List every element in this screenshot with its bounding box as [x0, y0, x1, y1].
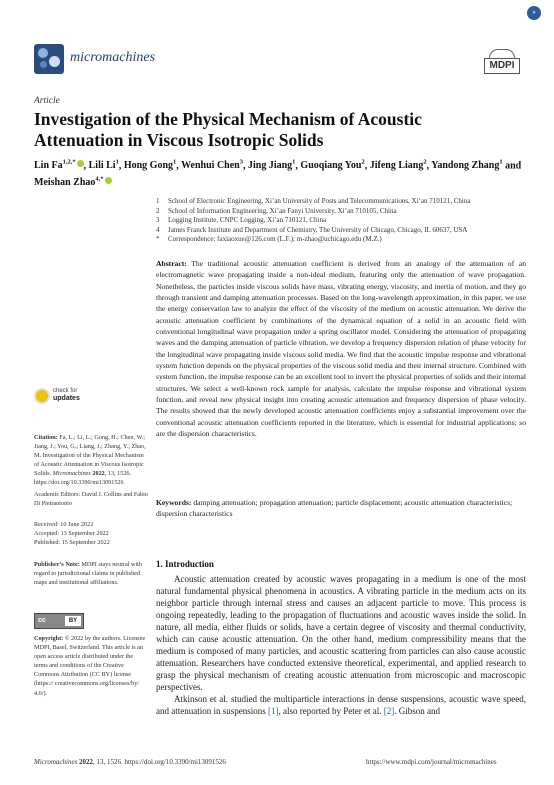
dates-block [34, 520, 148, 547]
affiliation-text: School of Information Engineering, Xi’an Fanyi University, Xi’an 710105, China [168, 206, 397, 215]
reference-link-2[interactable]: [2] [383, 706, 395, 716]
check-title: check for [53, 388, 78, 394]
author-name-text: Lin Fa [34, 160, 63, 172]
citation-journal: Micromachines [52, 470, 91, 478]
footer-year: 2022 [79, 758, 94, 766]
check-for-updates-button[interactable] [34, 386, 82, 408]
publisher-note-text: MDPI stays neutral with regard to jurisdictional claims in published maps and institutional affiliations. [34, 561, 142, 587]
citation-doi-link[interactable]: https://doi.org/10.3390/mi13091526 [34, 479, 124, 487]
intro-text: . Gibson and [394, 706, 440, 716]
keywords-label: Keywords: [156, 498, 192, 507]
footer-journal: Micromachines [34, 758, 78, 766]
keywords [156, 497, 526, 520]
affiliation-text: Logging Institute, CNPC Logging, Xi’an 710121, China [168, 216, 327, 225]
author-affiliation-marker: 3 [239, 159, 243, 166]
affiliation-row [156, 197, 536, 207]
citation-vol: , 13, 1526. [104, 470, 132, 478]
keywords-text: damping attenuation; propagation attenuation; particle displacement; acoustic attenuation characteristics; dispersion characteristics [156, 498, 513, 519]
author-name-text: Jing Jiang [247, 160, 293, 172]
update-badge[interactable]: » [527, 6, 541, 20]
copyright-text: © 2022 by the authors. Licensee MDPI, Basel, Switzerland. This article is an open access article distributed under the terms and conditions of the Creative Commons Attribution (CC BY) license (https:// creativecommons.org/licenses/by/ 4.0/). [34, 635, 146, 697]
author-name[interactable] [89, 160, 119, 171]
abstract-text: The traditional acoustic attenuation coefficient is derived from an analogy of the attenuation of an electromagnetic wave propagating inside a non-ideal medium, featuring only the attenuation of wave propagation. Nonetheless, the particles inside viscous solids have mass, vibrating energy, viscosity, and inertia of motion, and they go through transient and damping attenuation processes. Based on the long-wavelength approximation, in this paper, we use the energy conservation law to analyze the effect of the viscosity of the medium on acoustic attenuation. We derive the acoustic attenuation coefficient by combinations of the dynamical equation of a solid in an acoustic field with conventional longitudinal wave propagation under a spring oscillator model. Considering the attenuation of propagating waves and the damping attenuation of particle vibration, we develop a frequency dispersion relation of phase velocity for the longitudinal wave propagating inside viscous solid media. We find that the acoustic impulse response and vibrational system function depends on the physical properties of the viscous solid media and their internal structure. Combined with system function, the impulse response can be an excellent tool to invert the physical properties of solids and their internal structures. We select a well-known rock sample for analysis, calculate the impulse response and vibrational system function, and reveal new physical insight into creating acoustic attenuation and frequency dispersion of phase velocity. The results showed that the newly developed acoustic attenuation coefficients enjoy a substantial improvement over the conventional acoustic attenuation coefficients reported in the literature, which is essential for industrial applications; so are the dispersion characteristics. [156, 259, 526, 439]
citation-block [34, 433, 148, 488]
affiliation-text: James Franck Institute and Department of Chemistry, The University of Chicago, Chicago, IL 60637, USA [168, 225, 468, 234]
author-name[interactable] [431, 160, 502, 171]
check-sub: updates [53, 395, 80, 402]
intro-text: Atkinson et al. studied the multiparticle interactions in dense suspensions, acoustic wave speed, and attenuation in suspensions [156, 694, 526, 716]
publisher-note-label: Publisher’s Note: [34, 561, 80, 568]
accepted-date: Accepted: 13 September 2022 [34, 530, 109, 538]
author-affiliation-marker: 2 [361, 159, 365, 166]
intro-paragraph-2 [156, 693, 526, 717]
affiliation-number: 1 [156, 197, 160, 205]
journal-name: micromachines [70, 50, 156, 65]
journal-logo-icon [34, 44, 64, 74]
orcid-icon[interactable] [77, 160, 84, 167]
cc-label: cc [38, 617, 46, 624]
footer-citation [34, 758, 226, 766]
author-name-text: Hong Gong [123, 160, 174, 172]
author-name[interactable] [124, 160, 176, 171]
author-name-text: Guoqiang You [300, 160, 362, 172]
author-list: Lin $Fa^{1,2,*}$ , Lili Li$^1$, Hong Gong$^1$, Wenhui Chen$^3$, Jing Jiang$^1$, Guoqiang You$^2$, Jifeng Liang$^2$, Yandong Zhang$^1$ and Meishan Zhao$^{4,*}$ [34, 159, 522, 188]
article-title: Investigation of the Physical Mechanism of Acoustic Attenuation in Viscous Isotropic Solids [34, 109, 422, 150]
received-date: Received: 10 June 2022 [34, 521, 94, 528]
cc-by-license-badge[interactable] [34, 613, 84, 629]
citation-text: Fa, L.; Li, L.; Gong, H.; Chen, W.; Jiang, J.; You, G.; Liang, J.; Zhang, Y.; Zhao, M. Investigation of the Physical Mechanism of Acoustic Attenuation in Viscous Isotropic Solids. [34, 434, 146, 478]
author-name[interactable] [248, 160, 295, 171]
author-name-text: Yandong Zhang [431, 160, 500, 172]
author-name[interactable] [34, 160, 84, 171]
author-name-text: Jifeng Liang [369, 160, 424, 172]
author-name[interactable] [370, 160, 427, 171]
abstract [156, 258, 526, 440]
academic-editors: Academic Editors: David J. Collins and Fabio Di Pietrantonio [34, 491, 148, 508]
affiliation-row [156, 235, 536, 245]
article-type: Article [34, 96, 60, 106]
author-affiliation-marker: 1 [173, 159, 177, 166]
copyright-block [34, 634, 148, 698]
by-label: BY [65, 616, 81, 626]
affiliation-row [156, 216, 536, 226]
affiliation-text: Correspondence: faxiaoxue@126.com (L.F.); m-zhao@uchicago.edu (M.Z.) [168, 235, 382, 244]
published-date: Published: 15 September 2022 [34, 539, 110, 547]
affiliation-number: * [156, 235, 160, 244]
footer-rest: , 13, 1526. https://doi.org/10.3390/mi13091526 [93, 758, 226, 766]
citation-label: Citation: [34, 434, 58, 441]
mdpi-logo-text: MDPI [484, 58, 520, 74]
mdpi-logo [484, 49, 520, 81]
author-name-text: Meishan Zhao [34, 176, 96, 188]
section-heading-introduction: 1. Introduction [156, 559, 214, 569]
author-affiliation-marker: 1 [499, 159, 503, 166]
orcid-icon[interactable] [105, 177, 112, 184]
intro-text: , also reported by Peter et al. [278, 706, 384, 716]
author-affiliation-marker: 1 [115, 159, 119, 166]
intro-paragraph-1: Acoustic attenuation created by acoustic waves propagating in a medium is one of the most natural fundamental physical phenomena in acoustics. A vibrating particle in the medium acts on its neighbor particle through internal stress and causes an adjacent particle to move. This process is ongoing repeatedly, leading to the propagation of fluctuations and acoustic waves inside the solid. In nature, all media, either fluids or solids, have a certain degree of viscosity and thermal conductivity, which can cause acoustic attenuation. On the other hand, medium compressibility means that the medium is composed of many particles, and acoustic scattering from particles can also cause acoustic attenuation. Researchers have conducted extensive theoretical, experimental, and applied research to grasp the physical mechanism of creating acoustic attenuation from microscopic and macroscopic perspectives. [156, 574, 526, 692]
affiliation-row [156, 226, 536, 236]
introduction-body [156, 573, 526, 717]
abstract-label: Abstract: [156, 259, 187, 268]
author-affiliation-marker: 1,2,* [62, 159, 76, 166]
publisher-note [34, 560, 148, 587]
affiliations [156, 197, 536, 245]
author-affiliation-marker: 4,* [95, 175, 104, 183]
author-affiliation-marker: 1 [292, 159, 296, 166]
affiliation-row [156, 207, 536, 217]
citation-year: 2022 [92, 470, 105, 478]
author-name[interactable] [300, 160, 364, 171]
footer-journal-url[interactable]: https://www.mdpi.com/journal/micromachines [366, 758, 497, 766]
author-name-text: Wenhui Chen [181, 160, 240, 172]
check-updates-icon [34, 388, 50, 404]
author-name[interactable] [181, 160, 243, 171]
affiliation-number: 4 [156, 225, 160, 234]
copyright-label: Copyright: [34, 635, 64, 642]
author-name-text: Lili Li [88, 160, 116, 172]
author-affiliation-marker: 2 [423, 159, 427, 166]
affiliation-text: School of Electronic Engineering, Xi’an University of Posts and Telecommunications, Xi’an 710121, China [168, 197, 471, 205]
reference-link-1[interactable]: [1] [268, 706, 279, 716]
author-name[interactable] [34, 177, 112, 188]
affiliation-number: 2 [156, 206, 160, 215]
affiliation-number: 3 [156, 216, 160, 225]
